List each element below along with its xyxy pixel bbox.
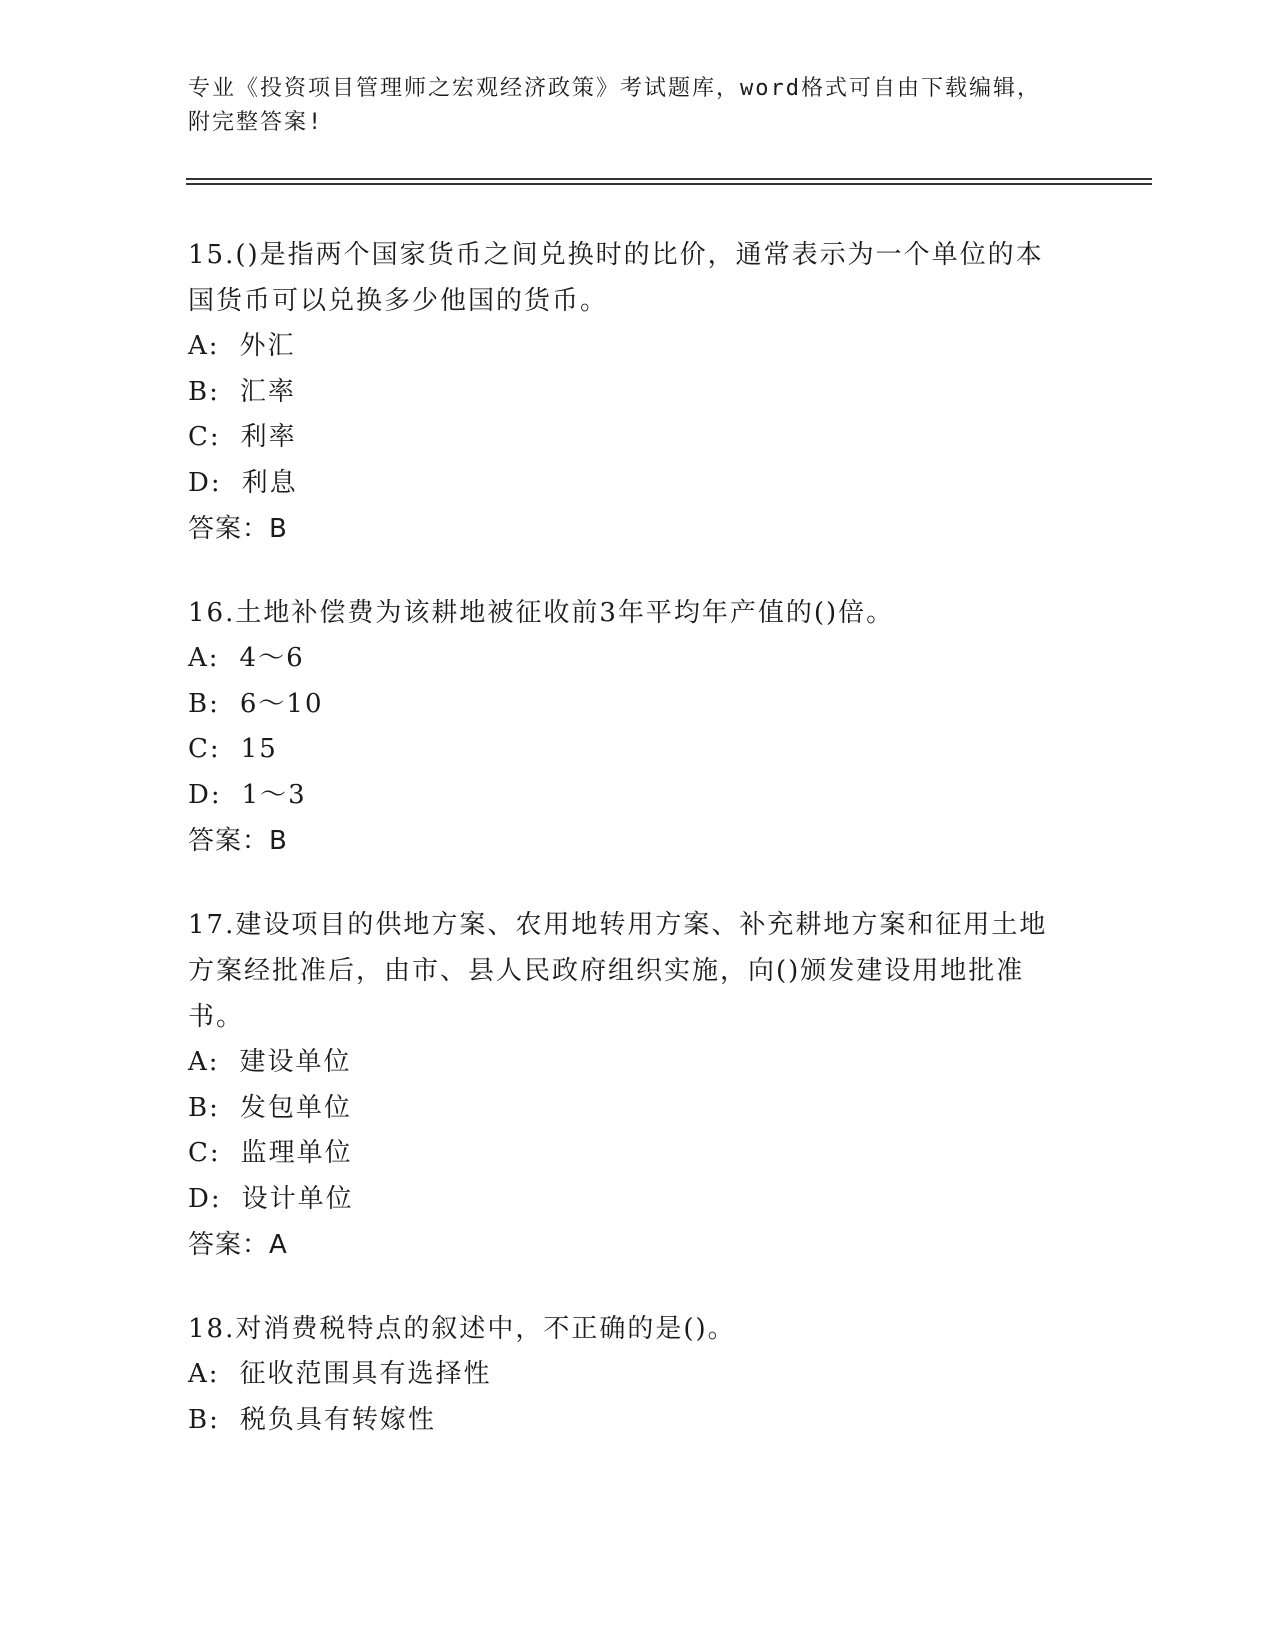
option-text: 发包单位	[239, 1092, 352, 1123]
stem-line: 国货币可以兑换多少他国的货币。	[188, 286, 609, 316]
option-text: 外汇	[239, 331, 296, 361]
option-a	[188, 1352, 1088, 1398]
option-b	[188, 1086, 1088, 1132]
question-stem	[188, 590, 1088, 636]
option-text: 4～6	[239, 643, 305, 673]
option-d	[188, 461, 1088, 507]
option-a	[188, 636, 1088, 682]
option-letter: D:	[188, 467, 222, 498]
header-line-1: 专业《投资项目管理师之宏观经济政策》考试题库，word格式可自由下载编辑，	[188, 76, 1041, 101]
option-text: 1～3	[241, 779, 307, 810]
option-letter: D:	[188, 779, 222, 810]
stem-line: 方案经批准后，由市、县人民政府组织实施，向()颁发建设用地批准	[188, 956, 1025, 986]
option-text: 征收范围具有选择性	[239, 1359, 492, 1389]
option-text: 税负具有转嫁性	[239, 1404, 436, 1435]
option-letter: B:	[188, 1092, 220, 1123]
option-b	[188, 370, 1088, 416]
question-list	[188, 232, 1088, 1481]
answer-line: 答案：B	[188, 826, 288, 856]
option-text: 15	[240, 734, 278, 764]
option-letter: D:	[188, 1183, 222, 1214]
option-letter: A:	[188, 643, 220, 673]
question-stem	[188, 1306, 1088, 1352]
header-divider-top	[186, 178, 1152, 180]
option-c	[188, 727, 1088, 773]
option-letter: B:	[188, 376, 220, 407]
option-c	[188, 1131, 1088, 1177]
option-letter: A:	[188, 1359, 220, 1389]
stem-line: 17.建设项目的供地方案、农用地转用方案、补充耕地方案和征用土地	[188, 910, 1048, 940]
option-letter: B:	[188, 1404, 220, 1435]
option-letter: C:	[188, 1138, 221, 1168]
option-letter: C:	[188, 422, 221, 452]
question-stem	[188, 232, 1088, 324]
option-text: 汇率	[239, 376, 296, 407]
option-b	[188, 1398, 1088, 1444]
answer-line: 答案：A	[188, 1230, 288, 1260]
option-a	[188, 1040, 1088, 1086]
header-line-2: 附完整答案!	[188, 110, 324, 135]
option-d	[188, 773, 1088, 819]
document-header	[188, 72, 1088, 140]
option-d	[188, 1177, 1088, 1223]
option-c	[188, 415, 1088, 461]
option-text: 利率	[240, 422, 297, 452]
header-divider-bottom	[186, 183, 1152, 185]
option-text: 6～10	[239, 688, 324, 719]
option-text: 建设单位	[239, 1047, 352, 1077]
option-a	[188, 324, 1088, 370]
question-stem	[188, 902, 1088, 1040]
question-18	[188, 1306, 1088, 1443]
option-b	[188, 682, 1088, 728]
option-text: 利息	[241, 467, 298, 498]
stem-line: 16.土地补偿费为该耕地被征收前3年平均年产值的()倍。	[188, 598, 895, 628]
answer-line: 答案：B	[188, 514, 288, 544]
option-letter: A:	[188, 331, 220, 361]
question-16	[188, 590, 1088, 864]
option-text: 设计单位	[241, 1183, 354, 1214]
stem-line: 书。	[188, 1002, 245, 1032]
stem-line: 18.对消费税特点的叙述中，不正确的是()。	[188, 1314, 736, 1344]
question-17	[188, 902, 1088, 1268]
question-15	[188, 232, 1088, 552]
option-text: 监理单位	[240, 1138, 353, 1168]
stem-line: 15.()是指两个国家货币之间兑换时的比价，通常表示为一个单位的本	[188, 240, 1044, 270]
option-letter: B:	[188, 688, 220, 719]
option-letter: A:	[188, 1047, 220, 1077]
option-letter: C:	[188, 734, 221, 764]
